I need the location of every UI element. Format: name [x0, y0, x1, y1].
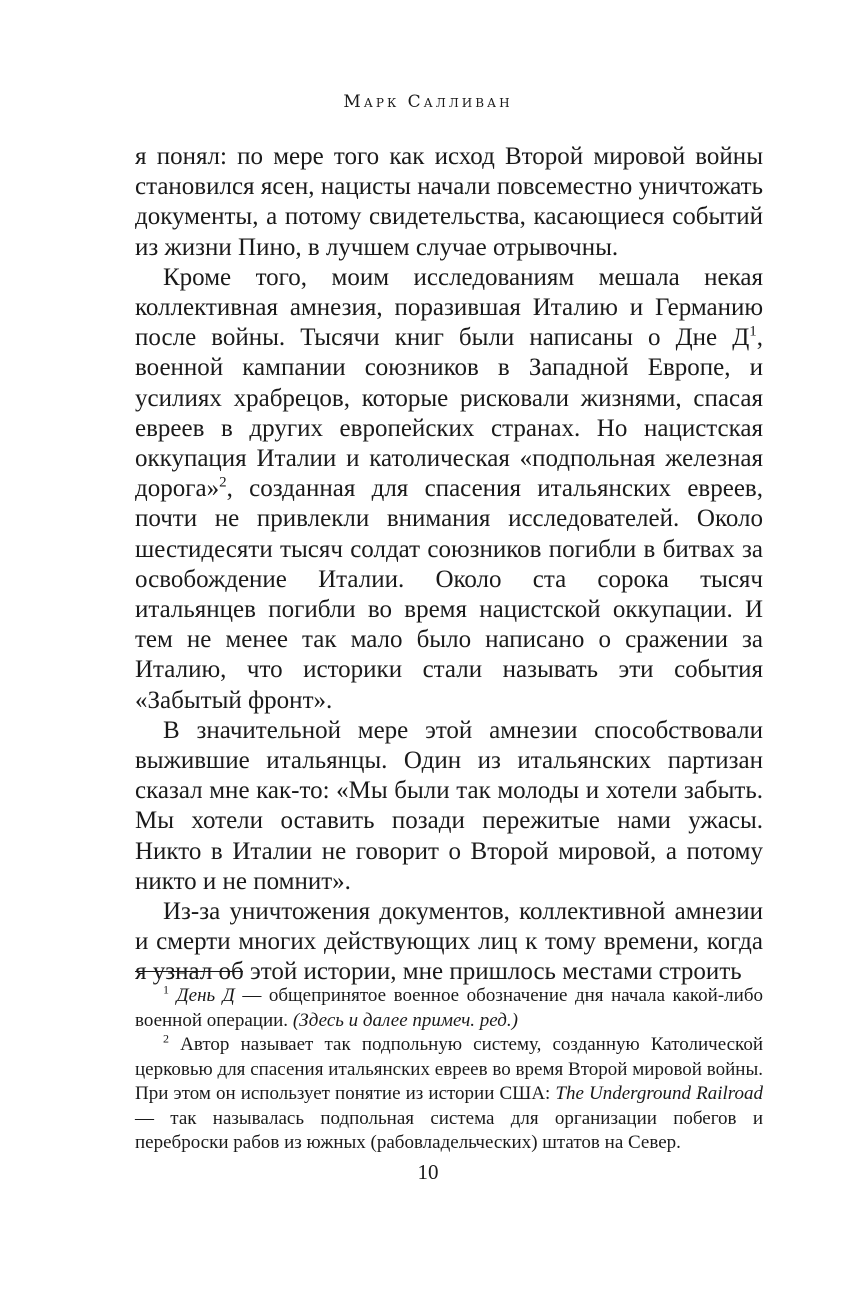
paragraph-3: В значительной мере этой амнезии способствовали выжившие итальянцы. Один из итальянских партизан сказал мне как-то: «Мы были так молоды и хотели забыть. Мы хотели оставить позади пережитые нами ужасы. Никто в Италии не говорит о Второй мировой, а потому никто и не помнит». — [135, 716, 763, 895]
paragraph-2-part-c: , созданная для спасения итальянских евреев, почти не привлекли внимания исследователей. Около шестидесяти тысяч солдат союзников погибли в битвах за освобождение Италии. Около ста сорока тысяч итальянцев погибли во время нацистской оккупации. И тем не менее так мало было написано о сражении за Италию, что историки стали называть эти события «Забытый фронт». — [135, 475, 763, 714]
footnote-2-text-end: — так называлась подпольная система для организации побегов и переброски рабов из южных (рабовладельческих) штатов на Север. — [135, 1107, 763, 1153]
footnote-ref-2[interactable]: 2 — [219, 474, 227, 491]
footnote-2-mark: 2 — [163, 1031, 169, 1046]
running-header: Марк Салливан — [343, 92, 513, 112]
footnote-1 — [135, 984, 763, 1033]
paragraph-1: я понял: по мере того как исход Второй мировой войны становился ясен, нацисты начали повсеместно уничтожать документы, а потому свидетельства, касающиеся событий из жизни Пино, в лучшем случае отрывочны. — [135, 143, 763, 261]
footnote-2-text: Автор называет так подпольную систему, созданную Католической церковью для спасения итальянских евреев во время Второй мировой войны. При этом он использует понятие из истории США: — [135, 1034, 763, 1104]
paragraph-4: Из-за уничтожения документов, коллективной амнезии и смерти многих действующих лиц к тому времени, когда я узнал об этой истории, мне пришлось местами строить — [135, 898, 763, 986]
page-number: 10 — [417, 1160, 439, 1184]
paragraph-2-part-a: Кроме того, моим исследованиям мешала некая коллективная амнезия, поразившая Италию и Германию после войны. Тысячи книг были написаны о Дне Д — [135, 263, 763, 352]
footnote-divider — [135, 971, 243, 972]
main-text — [135, 142, 763, 988]
footnote-1-editor-note: (Здесь и далее примеч. ред.) — [292, 1009, 518, 1031]
footnote-1-text: — общепринятое военное обозначение дня начала какой-либо военной операции. — [135, 985, 763, 1031]
paragraph-2 — [135, 263, 763, 716]
paragraph-2-part-b: , военной кампании союзников в Западной Европе, и усилиях храбрецов, которые рисковали жизнями, спасая евреев в других европейских странах. Но нацистская оккупация Италии и католическая «подпольная железная дорога» — [135, 324, 763, 503]
footnotes — [135, 984, 763, 1156]
footnote-1-term: День Д — [176, 985, 235, 1006]
footnote-2-term: The Underground Railroad — [555, 1083, 763, 1104]
footnote-1-mark: 1 — [163, 982, 169, 997]
footnote-ref-1[interactable]: 1 — [749, 323, 757, 340]
footnote-2 — [135, 1033, 763, 1156]
